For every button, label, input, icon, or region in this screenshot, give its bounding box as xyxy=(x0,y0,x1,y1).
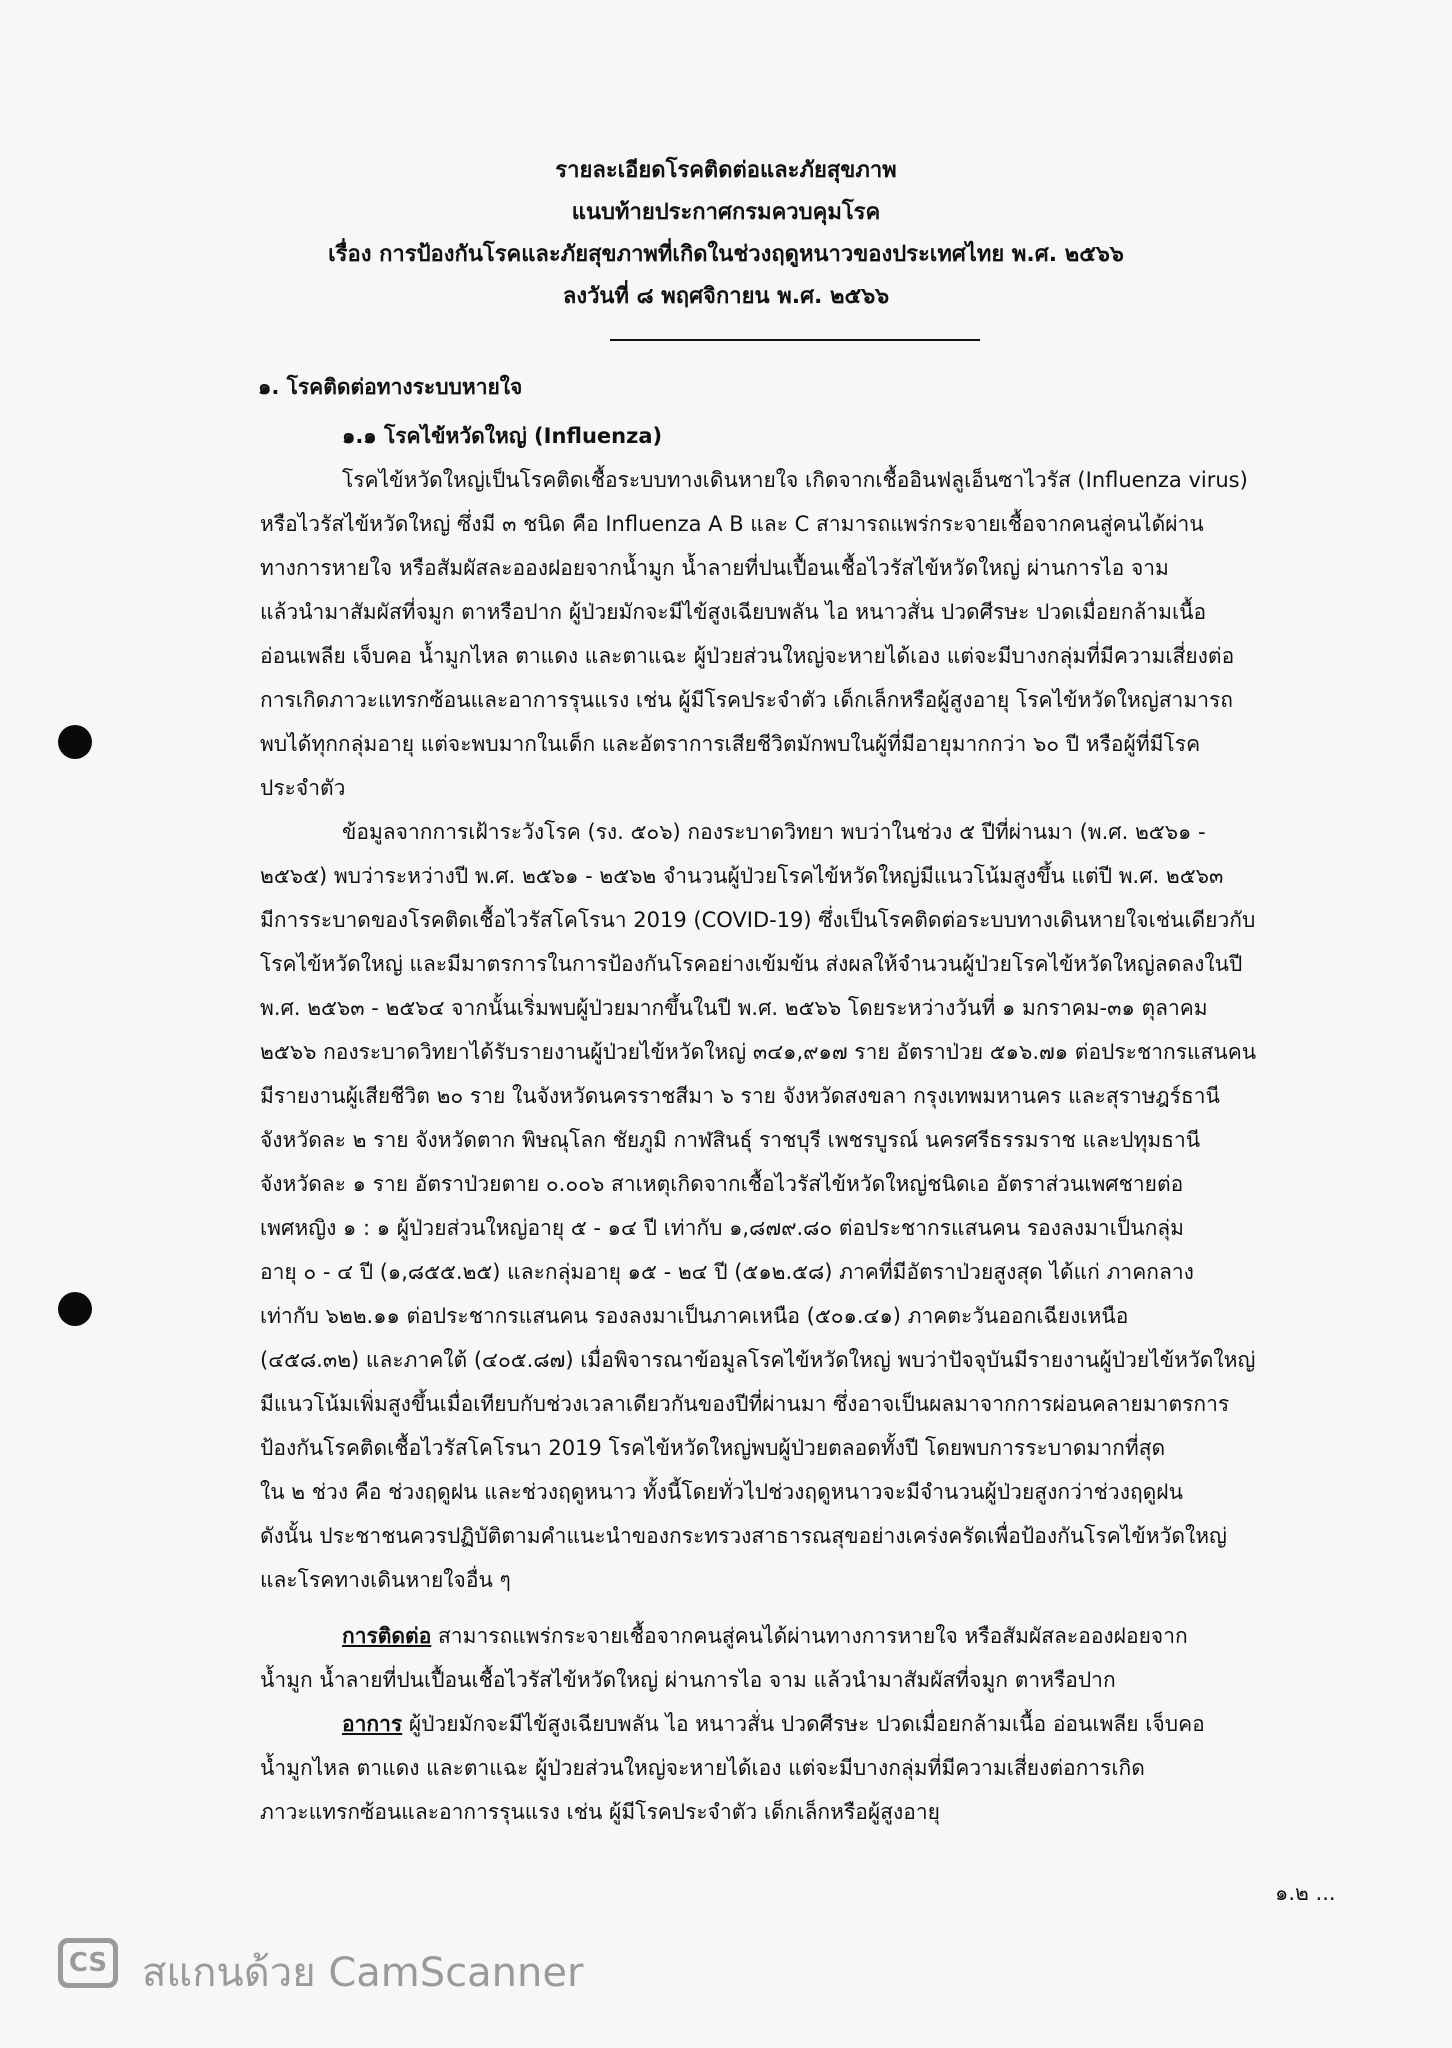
para2-line: มีรายงานผู้เสียชีวิต ๒๐ ราย ในจังหวัดนครราชสีมา ๖ ราย จังหวัดสงขลา กรุงเทพมหานคร และสุราษฎร์ธานี xyxy=(260,1084,1220,1108)
para1-line: โรคไข้หวัดใหญ่เป็นโรคติดเชื้อระบบทางเดินหายใจ เกิดจากเชื้ออินฟลูเอ็นซาไวรัส (Influenza virus) xyxy=(342,468,1248,492)
para1-line: พบได้ทุกกลุ่มอายุ แต่จะพบมากในเด็ก และอัตราการเสียชีวิตมักพบในผู้ที่มีอายุมากกว่า ๖๐ ปี หรือผู้ที่มีโรค xyxy=(260,732,1201,756)
para2-line: จังหวัดละ ๒ ราย จังหวัดตาก พิษณุโลก ชัยภูมิ กาฬสินธุ์ ราชบุรี เพชรบูรณ์ นครศรีธรรมราช และปทุมธานี xyxy=(260,1128,1201,1152)
transmission-label: การติดต่อ xyxy=(342,1624,432,1648)
para2-line: ๒๕๖๖ กองระบาดวิทยาได้รับรายงานผู้ป่วยไข้หวัดใหญ่ ๓๔๑,๙๑๗ ราย อัตราป่วย ๕๑๖.๗๑ ต่อประชากรแสนคน xyxy=(260,1040,1257,1064)
para2-line: ป้องกันโรคติดเชื้อไวรัสโคโรนา 2019 โรคไข้หวัดใหญ่พบผู้ป่วยตลอดทั้งปี โดยพบการระบาดมากที่สุด xyxy=(260,1436,1166,1460)
doc-subject: เรื่อง การป้องกันโรคและภัยสุขภาพที่เกิดในช่วงฤดูหนาวของประเทศไทย พ.ศ. ๒๕๖๖ xyxy=(328,242,1124,267)
para1-line: หรือไวรัสไข้หวัดใหญ่ ซึ่งมี ๓ ชนิด คือ Influenza A B และ C สามารถแพร่กระจายเชื้อจากคนสู่คนได้ผ่าน xyxy=(260,512,1204,536)
para1-line: ประจำตัว xyxy=(260,776,346,800)
para2-line: อายุ ๐ - ๔ ปี (๑,๘๕๕.๒๕) และกลุ่มอายุ ๑๕ - ๒๔ ปี (๕๑๒.๕๘) ภาคที่มีอัตราป่วยสูงสุด ได้แก่ ภาคกลาง xyxy=(260,1260,1194,1284)
symptoms-label: อาการ xyxy=(342,1712,403,1736)
symptoms-line xyxy=(342,1709,1432,1739)
para2-line: ใน ๒ ช่วง คือ ช่วงฤดูฝน และช่วงฤดูหนาว ทั้งนี้โดยทั่วไปช่วงฤดูหนาวจะมีจำนวนผู้ป่วยสูงกว่าช่วงฤดูฝน xyxy=(260,1480,1183,1504)
para2-line: โรคไข้หวัดใหญ่ และมีมาตรการในการป้องกันโรคอย่างเข้มข้น ส่งผลให้จำนวนผู้ป่วยโรคไข้หวัดใหญ่ลดลงในปี xyxy=(260,952,1243,976)
para2-line: ๒๕๖๕) พบว่าระหว่างปี พ.ศ. ๒๕๖๑ - ๒๕๖๒ จำนวนผู้ป่วยโรคไข้หวัดใหญ่มีแนวโน้มสูงขึ้น แต่ปี พ.ศ. ๒๕๖๓ xyxy=(260,864,1224,888)
para2-line: และโรคทางเดินหายใจอื่น ๆ xyxy=(260,1568,511,1592)
para2-line: พ.ศ. ๒๕๖๓ - ๒๕๖๔ จากนั้นเริ่มพบผู้ป่วยมากขึ้นในปี พ.ศ. ๒๕๖๖ โดยระหว่างวันที่ ๑ มกราคม-๓๑ ตุลาคม xyxy=(260,996,1208,1020)
section-title: ๑. โรคติดต่อทางระบบหายใจ xyxy=(258,375,523,399)
para1-line: ทางการหายใจ หรือสัมผัสละอองฝอยจากน้ำมูก น้ำลายที่ปนเปื้อนเชื้อไวรัสไข้หวัดใหญ่ ผ่านการไอ จาม xyxy=(260,556,1169,580)
camscanner-watermark: สแกนด้วย CamScanner xyxy=(142,1950,584,1996)
hole-punch-mark xyxy=(58,725,92,759)
para1-line: แล้วนำมาสัมผัสที่จมูก ตาหรือปาก ผู้ป่วยมักจะมีไข้สูงเฉียบพลัน ไอ หนาวสั่น ปวดศีรษะ ปวดเมื่อยกล้ามเนื้อ xyxy=(260,600,1207,624)
para2-line: มีการระบาดของโรคติดเชื้อไวรัสโคโรนา 2019 (COVID-19) ซึ่งเป็นโรคติดต่อระบบทางเดินหายใจเช่นเดียวกับ xyxy=(260,908,1256,932)
transmission-line: น้ำมูก น้ำลายที่ปนเปื้อนเชื้อไวรัสไข้หวัดใหญ่ ผ่านการไอ จาม แล้วนำมาสัมผัสที่จมูก ตาหรือปาก xyxy=(260,1668,1116,1692)
symptoms-line: ภาวะแทรกซ้อนและอาการรุนแรง เช่น ผู้มีโรคประจำตัว เด็กเล็กหรือผู้สูงอายุ xyxy=(260,1800,940,1824)
camscanner-logo-icon: CS xyxy=(58,1938,118,1988)
next-page-marker: ๑.๒ ... xyxy=(1275,1881,1336,1905)
para2-line: จังหวัดละ ๑ ราย อัตราป่วยตาย ๐.๐๐๖ สาเหตุเกิดจากเชื้อไวรัสไข้หวัดใหญ่ชนิดเอ อัตราส่วนเพศชายต่อ xyxy=(260,1172,1184,1196)
hole-punch-mark xyxy=(58,1292,92,1326)
transmission-line xyxy=(342,1621,1432,1651)
para2-line: มีแนวโน้มเพิ่มสูงขึ้นเมื่อเทียบกับช่วงเวลาเดียวกันของปีที่ผ่านมา ซึ่งอาจเป็นผลมาจากการผ่อนคลายมาตรการ xyxy=(260,1392,1230,1416)
symptoms-line: น้ำมูกไหล ตาแดง และตาแฉะ ผู้ป่วยส่วนใหญ่จะหายได้เอง แต่จะมีบางกลุ่มที่มีความเสี่ยงต่อการเกิด xyxy=(260,1756,1145,1780)
para2-line: ดังนั้น ประชาชนควรปฏิบัติตามคำแนะนำของกระทรวงสาธารณสุขอย่างเคร่งครัดเพื่อป้องกันโรคไข้หวัดใหญ่ xyxy=(260,1524,1227,1548)
subsection-title: ๑.๑ โรคไข้หวัดใหญ่ (Influenza) xyxy=(342,424,663,448)
doc-subtitle: แนบท้ายประกาศกรมควบคุมโรค xyxy=(571,200,881,225)
para1-line: การเกิดภาวะแทรกซ้อนและอาการรุนแรง เช่น ผู้มีโรคประจำตัว เด็กเล็กหรือผู้สูงอายุ โรคไข้หวัดใหญ่สามารถ xyxy=(260,688,1233,712)
doc-title: รายละเอียดโรคติดต่อและภัยสุขภาพ xyxy=(555,158,897,183)
para2-line: เท่ากับ ๖๒๒.๑๑ ต่อประชากรแสนคน รองลงมาเป็นภาคเหนือ (๕๐๑.๔๑) ภาคตะวันออกเฉียงเหนือ xyxy=(260,1304,1129,1328)
para2-line: ข้อมูลจากการเฝ้าระวังโรค (รง. ๕๐๖) กองระบาดวิทยา พบว่าในช่วง ๕ ปีที่ผ่านมา (พ.ศ. ๒๕๖๑ - xyxy=(342,820,1206,844)
para2-line: (๔๕๘.๓๒) และภาคใต้ (๔๐๕.๘๗) เมื่อพิจารณาข้อมูลโรคไข้หวัดใหญ่ พบว่าปัจจุบันมีรายงานผู้ป่วยไข้หวัดใหญ่ xyxy=(260,1348,1256,1372)
doc-date: ลงวันที่ ๘ พฤศจิกายน พ.ศ. ๒๕๖๖ xyxy=(562,284,890,309)
header-divider xyxy=(610,339,980,341)
para1-line: อ่อนเพลีย เจ็บคอ น้ำมูกไหล ตาแดง และตาแฉะ ผู้ป่วยส่วนใหญ่จะหายได้เอง แต่จะมีบางกลุ่มที่มีความเสี่ยงต่อ xyxy=(260,644,1235,668)
transmission-text: สามารถแพร่กระจายเชื้อจากคนสู่คนได้ผ่านทางการหายใจ หรือสัมผัสละอองฝอยจาก xyxy=(431,1624,1188,1648)
para2-line: เพศหญิง ๑ : ๑ ผู้ป่วยส่วนใหญ่อายุ ๕ - ๑๔ ปี เท่ากับ ๑,๘๗๙.๘๐ ต่อประชากรแสนคน รองลงมาเป็นกลุ่ม xyxy=(260,1216,1185,1240)
symptoms-text: ผู้ป่วยมักจะมีไข้สูงเฉียบพลัน ไอ หนาวสั่น ปวดศีรษะ ปวดเมื่อยกล้ามเนื้อ อ่อนเพลีย เจ็บคอ xyxy=(402,1712,1205,1736)
